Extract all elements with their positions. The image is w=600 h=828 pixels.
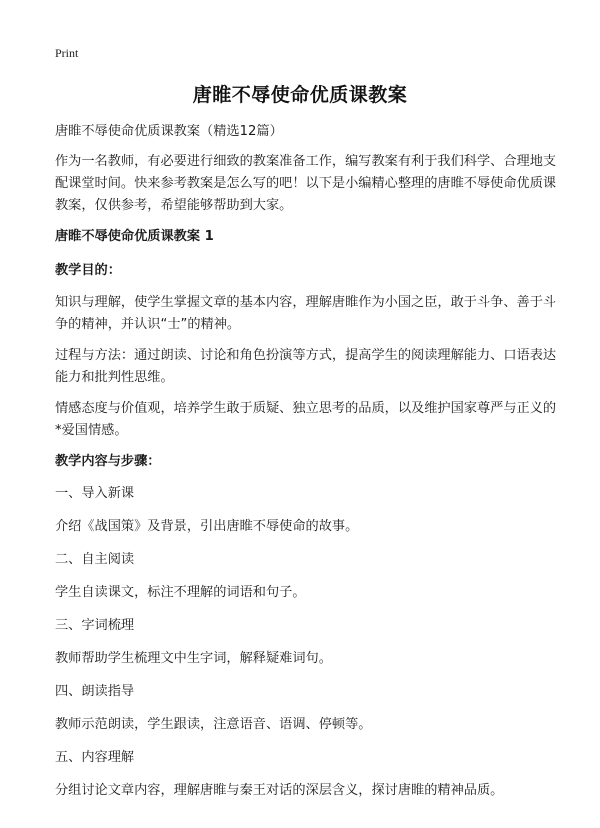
page-title: 唐睢不辱使命优质课教案 (192, 84, 408, 106)
section-heading: 唐睢不辱使命优质课教案 1 (55, 229, 214, 244)
intro-paragraph: 作为一名教师，有必要进行细致的教案准备工作，编写教案有利于我们科学、合理地支配课堂时间。快来参考教案是怎么写的吧！以下是小编精心整理的唐睢不辱使命优质课教案，仅供参考，希望能够帮助到大家。 (55, 154, 557, 213)
objective-attitude: 情感态度与价值观，培养学生敢于质疑、独立思考的品质，以及维护国家尊严与正义的*爱国情感。 (55, 401, 557, 438)
step-title: 五、内容理解 (55, 750, 135, 765)
objective-process: 过程与方法：通过朗读、讨论和角色扮演等方式，提高学生的阅读理解能力、口语表达能力和批判性思维。 (55, 348, 557, 385)
step-body: 介绍《战国策》及背景，引出唐睢不辱使命的故事。 (55, 519, 359, 534)
document-body (55, 121, 560, 813)
document-subtitle: 唐睢不辱使命优质课教案（精选12篇） (55, 124, 283, 139)
objective-knowledge: 知识与理解，使学生掌握文章的基本内容，理解唐睢作为小国之臣，敢于斗争、善于斗争的精神，并认识“士”的精神。 (55, 295, 557, 332)
objectives-heading: 教学目的： (55, 263, 121, 278)
step-body: 教师示范朗读，学生跟读，注意语音、语调、停顿等。 (55, 717, 372, 732)
step-body: 学生自读课文，标注不理解的词语和句子。 (55, 585, 306, 600)
step-title: 三、字词梳理 (55, 618, 135, 633)
steps-heading: 教学内容与步骤： (55, 454, 161, 469)
step-body: 分组讨论文章内容，理解唐睢与秦王对话的深层含义，探讨唐睢的精神品质。 (55, 783, 504, 798)
step-title: 四、朗读指导 (55, 684, 135, 699)
print-link[interactable]: Print (55, 46, 79, 60)
step-title: 二、自主阅读 (55, 552, 135, 567)
step-title: 一、导入新课 (55, 486, 135, 501)
step-body: 教师帮助学生梳理文中生字词，解释疑难词句。 (55, 651, 332, 666)
